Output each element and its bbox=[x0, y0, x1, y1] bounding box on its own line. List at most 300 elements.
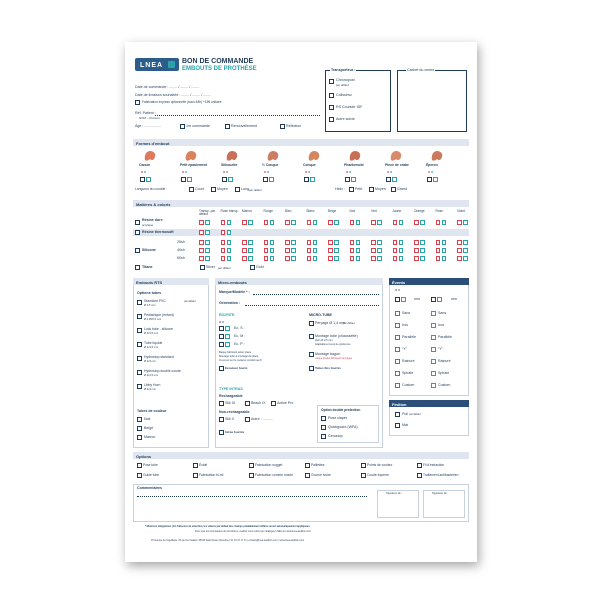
event-right-label-3: Parallèle bbox=[438, 334, 452, 339]
option-checkbox-5[interactable] bbox=[361, 463, 366, 468]
option-checkbox-4[interactable] bbox=[305, 463, 310, 468]
silicone-60-right-cell-12[interactable] bbox=[442, 256, 447, 261]
shape-left-checkbox-4[interactable] bbox=[263, 177, 268, 182]
rts-label-4: Tube liquide bbox=[144, 341, 163, 345]
shape-oo-teal-8: o bbox=[431, 170, 434, 174]
shore-60: 60sh bbox=[177, 256, 185, 260]
shape-right-checkbox-6[interactable] bbox=[351, 177, 356, 182]
rts-checkbox-7[interactable] bbox=[137, 384, 142, 389]
event-left-checkbox-7[interactable] bbox=[395, 383, 400, 388]
fab-express-checkbox[interactable] bbox=[135, 100, 140, 105]
silicone-60-right-cell-13[interactable] bbox=[463, 256, 468, 261]
silk-ix-label: Silk IX bbox=[225, 401, 236, 405]
resine-dure-checkbox[interactable] bbox=[135, 220, 140, 225]
silicone-40-right-cell-12[interactable] bbox=[442, 248, 447, 253]
silicone-25-left-cell-10[interactable] bbox=[393, 240, 398, 245]
date-commande[interactable]: Date de commande : ........ / ........ / ........ bbox=[135, 85, 200, 89]
events-right-mm-checkbox[interactable] bbox=[431, 297, 436, 302]
shape-label-6: Phantomold bbox=[344, 163, 364, 167]
event-left-checkbox-1[interactable] bbox=[395, 311, 400, 316]
resine-thermo-checkbox[interactable] bbox=[135, 230, 140, 235]
signature-label-2: Signature de: bbox=[432, 492, 448, 495]
ric-pl: Ec. P : bbox=[234, 342, 245, 346]
silicone-40-right-cell-8[interactable] bbox=[356, 248, 361, 253]
silicone-40-left-cell-4[interactable] bbox=[264, 248, 269, 253]
event-left-checkbox-2[interactable] bbox=[395, 323, 400, 328]
rts-checkbox-4[interactable] bbox=[137, 342, 142, 347]
silicone-25-right-cell-1[interactable] bbox=[205, 240, 210, 245]
rs-coursier-label: RS Coursier IDF bbox=[336, 105, 363, 109]
quickguard-checkbox[interactable] bbox=[321, 425, 326, 430]
silicone-60-left-cell-10[interactable] bbox=[393, 256, 398, 261]
resine-dure-left-cell-10[interactable] bbox=[393, 220, 398, 225]
event-right-checkbox-4[interactable] bbox=[431, 347, 436, 352]
rts-checkbox-1[interactable] bbox=[137, 300, 142, 305]
silicone-40-right-cell-2[interactable] bbox=[227, 248, 232, 253]
resine-dure-right-cell-9[interactable] bbox=[377, 220, 382, 225]
silicone-40-right-cell-10[interactable] bbox=[399, 248, 404, 253]
shape-label-8: Éperon bbox=[426, 163, 438, 167]
option-label-5: Points de couleur bbox=[367, 462, 393, 467]
event-left-checkbox-5[interactable] bbox=[395, 359, 400, 364]
ric-left-checkbox-3[interactable] bbox=[219, 342, 224, 347]
transporteur-label: Transporteur : bbox=[331, 68, 356, 72]
silicone-40-right-cell-11[interactable] bbox=[420, 248, 425, 253]
event-left-checkbox-4[interactable] bbox=[395, 347, 400, 352]
silicone-60-right-cell-9[interactable] bbox=[377, 256, 382, 261]
option-label-3: Fabrication nugget bbox=[255, 462, 283, 467]
silicone-60-right-cell-6[interactable] bbox=[313, 256, 318, 261]
silicone-25-left-cell-5[interactable] bbox=[285, 240, 290, 245]
tube-color-checkbox-3[interactable] bbox=[137, 435, 142, 440]
rts-sub-4: Ø 2x3,5 mm bbox=[144, 345, 159, 349]
transporteur-box bbox=[325, 70, 391, 132]
silk-x-checkbox[interactable] bbox=[219, 417, 224, 422]
silicone-60-right-cell-8[interactable] bbox=[356, 256, 361, 261]
shape-right-checkbox-5[interactable] bbox=[310, 177, 315, 182]
mandatory-note: * Mentions obligatoires | En l'absence de sélection, les valeurs par défaut des champs préalablement définis seront automatiquement appliquées. bbox=[145, 525, 311, 528]
logo bbox=[135, 58, 179, 71]
events-oo-2: o bbox=[398, 288, 401, 292]
shape-oo-teal-4: o bbox=[267, 170, 270, 174]
silicone-25-right-cell-4[interactable] bbox=[270, 240, 275, 245]
chronopost-default: par défaut bbox=[336, 83, 349, 87]
silicone-60-left-cell-8[interactable] bbox=[350, 256, 355, 261]
silicone-25-right-cell-7[interactable] bbox=[334, 240, 339, 245]
pose-clapet-checkbox[interactable] bbox=[321, 416, 326, 421]
montage-tube-sub: plein Ø 2,5 mm bbox=[315, 339, 333, 342]
helix-petit-label: Petit bbox=[355, 187, 363, 191]
shape-image-3 bbox=[225, 149, 239, 161]
signature-box-1[interactable] bbox=[377, 490, 419, 518]
ric-label: RIC/RITE bbox=[219, 313, 235, 317]
rts-sub-2: Ø 1,95/2,5 mm bbox=[144, 317, 162, 321]
option-label-6: Fil d'extraction bbox=[423, 462, 445, 467]
resine-dure-left-cell-6[interactable] bbox=[307, 220, 312, 225]
event-left-checkbox-6[interactable] bbox=[395, 371, 400, 376]
event-right-checkbox-3[interactable] bbox=[431, 335, 436, 340]
silicone-25-right-cell-12[interactable] bbox=[442, 240, 447, 245]
resine-dure-right-cell-8[interactable] bbox=[356, 220, 361, 225]
rts-checkbox-3[interactable] bbox=[137, 328, 142, 333]
colissimo-checkbox[interactable] bbox=[329, 93, 334, 98]
event-right-label-2: Iros bbox=[438, 322, 444, 327]
resine-dure-right-cell-12[interactable] bbox=[442, 220, 447, 225]
silicone-40-left-cell-13[interactable] bbox=[457, 248, 462, 253]
rechargeable-label: Rechargeable bbox=[219, 394, 243, 398]
autre-checkbox[interactable] bbox=[329, 117, 334, 122]
event-left-label-4: “Y” bbox=[402, 346, 407, 351]
silicone-60-right-cell-4[interactable] bbox=[270, 256, 275, 261]
shape-left-checkbox-7[interactable] bbox=[386, 177, 391, 182]
shape-right-checkbox-3[interactable] bbox=[228, 177, 233, 182]
shape-left-checkbox-1[interactable] bbox=[140, 177, 145, 182]
refection-checkbox[interactable] bbox=[280, 124, 285, 129]
court-checkbox[interactable] bbox=[189, 187, 194, 192]
shape-oo-red-6: o bbox=[346, 170, 349, 174]
resine-dure-right-cell-7[interactable] bbox=[334, 220, 339, 225]
long-label: Long bbox=[241, 187, 249, 191]
helix-label: Hélix : bbox=[335, 187, 345, 191]
colissimo-label: Colissimo bbox=[336, 93, 352, 97]
resine-dure-right-cell-1[interactable] bbox=[205, 220, 210, 225]
events-title: Évents bbox=[392, 279, 406, 285]
shape-image-7 bbox=[389, 149, 403, 161]
ric-left-checkbox-2[interactable] bbox=[219, 334, 224, 339]
material-col-5: Bleu bbox=[285, 209, 292, 213]
cerustop-checkbox[interactable] bbox=[321, 434, 326, 439]
helix-grand-checkbox[interactable] bbox=[391, 187, 396, 192]
resine-dure-left-cell-5[interactable] bbox=[285, 220, 290, 225]
silicone-40-right-cell-13[interactable] bbox=[463, 248, 468, 253]
silicone-60-left-cell-11[interactable] bbox=[414, 256, 419, 261]
silk-ix-checkbox[interactable] bbox=[219, 401, 224, 406]
montage-bague-sub: unique produit fabriquant de bague bbox=[315, 357, 353, 360]
resine-thermo-left-cell-1[interactable] bbox=[199, 230, 204, 235]
silicone-40-left-cell-9[interactable] bbox=[371, 248, 376, 253]
cachet-label: Cachet du centre bbox=[407, 68, 435, 72]
material-col-4: Rouge bbox=[263, 209, 273, 213]
resine-dure-right-cell-13[interactable] bbox=[463, 220, 468, 225]
option-label-12: Traitement antibactérien bbox=[423, 472, 459, 477]
resine-thermo-left-cell-2[interactable] bbox=[221, 230, 226, 235]
shape-right-checkbox-7[interactable] bbox=[392, 177, 397, 182]
silicone-60-left-cell-3[interactable] bbox=[242, 256, 247, 261]
option-checkbox-7[interactable] bbox=[137, 473, 142, 478]
silicone-60-left-cell-7[interactable] bbox=[328, 256, 333, 261]
tube-fourni-checkbox[interactable] bbox=[309, 366, 314, 371]
silicone-60-left-cell-12[interactable] bbox=[436, 256, 441, 261]
resine-dure-left-cell-8[interactable] bbox=[350, 220, 355, 225]
event-right-checkbox-5[interactable] bbox=[431, 359, 436, 364]
active-pro-checkbox[interactable] bbox=[271, 401, 276, 406]
option-label-2: Évidé bbox=[199, 462, 208, 467]
mat-label: Mat bbox=[402, 423, 408, 427]
option-checkbox-2[interactable] bbox=[193, 463, 198, 468]
option-checkbox-8[interactable] bbox=[193, 473, 198, 478]
rts-checkbox-2[interactable] bbox=[137, 314, 142, 319]
option-checkbox-12[interactable] bbox=[417, 473, 422, 478]
tube-color-checkbox-2[interactable] bbox=[137, 426, 142, 431]
rs-coursier-checkbox[interactable] bbox=[329, 105, 334, 110]
shape-right-checkbox-1[interactable] bbox=[146, 177, 151, 182]
silicone-60-left-cell-4[interactable] bbox=[264, 256, 269, 261]
option-checkbox-6[interactable] bbox=[417, 463, 422, 468]
resine-dure-left-cell-9[interactable] bbox=[371, 220, 376, 225]
silicone-25-left-cell-12[interactable] bbox=[436, 240, 441, 245]
silicone-25-right-cell-10[interactable] bbox=[399, 240, 404, 245]
silicone-60-right-cell-10[interactable] bbox=[399, 256, 404, 261]
silicone-25-right-cell-2[interactable] bbox=[227, 240, 232, 245]
event-left-label-3: Parallèle bbox=[402, 334, 416, 339]
events-left-mm-checkbox-2[interactable] bbox=[401, 297, 406, 302]
poli-checkbox[interactable] bbox=[395, 412, 400, 417]
ref-patient-line[interactable] bbox=[155, 115, 320, 116]
ric-right-checkbox-1[interactable] bbox=[225, 326, 230, 331]
resine-thermo-right-cell-2[interactable] bbox=[227, 230, 232, 235]
autre-intra-checkbox[interactable] bbox=[245, 417, 250, 422]
silicone-60-left-cell-9[interactable] bbox=[371, 256, 376, 261]
date-livraison[interactable]: Date de livraison souhaitée : ........ / ........ / ........ bbox=[135, 93, 212, 97]
event-left-label-1: Sans bbox=[402, 310, 411, 315]
embouts-rts-header bbox=[133, 278, 209, 285]
shape-label-7: Pince de crabe bbox=[385, 163, 409, 167]
material-col-8: Noir bbox=[349, 209, 356, 213]
mat-checkbox[interactable] bbox=[395, 423, 400, 428]
titane-checkbox[interactable] bbox=[135, 265, 140, 270]
silicone-40-left-cell-11[interactable] bbox=[414, 248, 419, 253]
silicone-40-left-cell-3[interactable] bbox=[242, 248, 247, 253]
resine-dure-right-cell-6[interactable] bbox=[313, 220, 318, 225]
premiere-checkbox[interactable] bbox=[180, 124, 185, 129]
resine-dure-left-cell-12[interactable] bbox=[436, 220, 441, 225]
signature-label-1: Signature de: bbox=[386, 492, 402, 495]
shore-40: 40sh bbox=[177, 248, 185, 252]
autre-intra-label: Autre : .......... bbox=[251, 417, 273, 421]
shape-left-checkbox-6[interactable] bbox=[345, 177, 350, 182]
resine-dure-right-cell-3[interactable] bbox=[248, 220, 253, 225]
silver-checkbox[interactable] bbox=[200, 265, 205, 270]
resine-dure-left-cell-13[interactable] bbox=[457, 220, 462, 225]
option-checkbox-9[interactable] bbox=[249, 473, 254, 478]
option-checkbox-11[interactable] bbox=[361, 473, 366, 478]
event-right-checkbox-2[interactable] bbox=[431, 323, 436, 328]
helix-moyen-checkbox[interactable] bbox=[369, 187, 374, 192]
events-box bbox=[389, 278, 469, 396]
silicone-25-right-cell-13[interactable] bbox=[463, 240, 468, 245]
shape-left-checkbox-5[interactable] bbox=[304, 177, 309, 182]
silicone-25-left-cell-11[interactable] bbox=[414, 240, 419, 245]
marque-line[interactable] bbox=[253, 294, 379, 295]
montage-bague-label: Montage bague bbox=[315, 352, 340, 356]
silicone-60-left-cell-2[interactable] bbox=[221, 256, 226, 261]
resine-dure-right-cell-2[interactable] bbox=[227, 220, 232, 225]
option-checkbox-10[interactable] bbox=[305, 473, 310, 478]
silicone-40-left-cell-2[interactable] bbox=[221, 248, 226, 253]
silicone-25-right-cell-3[interactable] bbox=[248, 240, 253, 245]
active-pro-label: Active Pro bbox=[277, 401, 294, 405]
silicone-60-right-cell-5[interactable] bbox=[291, 256, 296, 261]
event-right-checkbox-1[interactable] bbox=[431, 311, 436, 316]
generation-line[interactable] bbox=[245, 305, 379, 306]
signature-box-2[interactable] bbox=[423, 490, 465, 518]
ecouteur-checkbox[interactable] bbox=[219, 366, 224, 371]
footer-address: 15 Avenue de l'Aguillette, ZA du Vert Galant, 95310 Saint-Ouen-l'Aumône | 01 34 47 17 71 | contact@lnea-audition.com | www.lnea-audition.com bbox=[151, 539, 305, 542]
silicone-40-right-cell-4[interactable] bbox=[270, 248, 275, 253]
event-left-label-6: Spirale bbox=[402, 370, 414, 375]
intras-fournis-checkbox[interactable] bbox=[219, 430, 224, 435]
silicone-25-left-cell-4[interactable] bbox=[264, 240, 269, 245]
silicone-60-left-cell-6[interactable] bbox=[307, 256, 312, 261]
ref-patient-sub: NOM – Prénom bbox=[139, 116, 160, 120]
option-checkbox-3[interactable] bbox=[249, 463, 254, 468]
moyen-checkbox[interactable] bbox=[211, 187, 216, 192]
beach-ix-checkbox[interactable] bbox=[245, 401, 250, 406]
shape-oo-teal-5: o bbox=[308, 170, 311, 174]
resine-dure-left-cell-7[interactable] bbox=[328, 220, 333, 225]
event-right-label-7: Custom bbox=[438, 382, 451, 387]
silicone-40-right-cell-5[interactable] bbox=[291, 248, 296, 253]
rts-label-6: Hydrostop double coude bbox=[144, 369, 181, 373]
chronopost-checkbox[interactable] bbox=[329, 79, 334, 84]
age-field[interactable]: Âge : ................. bbox=[135, 124, 162, 128]
silicone-40-left-cell-6[interactable] bbox=[307, 248, 312, 253]
silicone-40-left-cell-10[interactable] bbox=[393, 248, 398, 253]
helix-moyen-label: Moyen bbox=[375, 187, 386, 191]
event-right-checkbox-7[interactable] bbox=[431, 383, 436, 388]
resine-dure-right-cell-10[interactable] bbox=[399, 220, 404, 225]
silicone-40-right-cell-1[interactable] bbox=[205, 248, 210, 253]
silicone-40-right-cell-9[interactable] bbox=[377, 248, 382, 253]
silicone-25-right-cell-9[interactable] bbox=[377, 240, 382, 245]
shape-right-checkbox-8[interactable] bbox=[433, 177, 438, 182]
silicone-checkbox[interactable] bbox=[135, 248, 140, 253]
silicone-25-left-cell-2[interactable] bbox=[221, 240, 226, 245]
resine-dure-left-cell-1[interactable] bbox=[199, 220, 204, 225]
ric-left-checkbox-1[interactable] bbox=[219, 326, 224, 331]
comments-line[interactable] bbox=[137, 496, 367, 497]
shape-left-checkbox-2[interactable] bbox=[181, 177, 186, 182]
silicone-25-left-cell-9[interactable] bbox=[371, 240, 376, 245]
tube-color-label-2: Beige bbox=[144, 425, 154, 430]
silicone-25-left-cell-6[interactable] bbox=[307, 240, 312, 245]
helix-petit-checkbox[interactable] bbox=[349, 187, 354, 192]
montage-bague-checkbox[interactable] bbox=[309, 352, 314, 357]
resine-dure-sub: acrylique bbox=[142, 223, 154, 227]
shape-right-checkbox-4[interactable] bbox=[269, 177, 274, 182]
resine-dure-left-cell-4[interactable] bbox=[264, 220, 269, 225]
option-label-1: Pose tube bbox=[143, 462, 158, 467]
rts-sub-6: Ø 2x2,5 mm bbox=[144, 373, 159, 377]
silicone-60-left-cell-1[interactable] bbox=[199, 256, 204, 261]
shape-right-checkbox-2[interactable] bbox=[187, 177, 192, 182]
rts-note-1: par défaut bbox=[184, 299, 196, 303]
cachet-box[interactable] bbox=[397, 70, 467, 132]
ric-note-3: Ou envoi sur le métal et conduit sa fil bbox=[219, 359, 262, 362]
event-left-checkbox-3[interactable] bbox=[395, 335, 400, 340]
shape-image-4 bbox=[266, 149, 280, 161]
silicone-60-right-cell-2[interactable] bbox=[227, 256, 232, 261]
shape-image-1 bbox=[143, 149, 157, 161]
silicone-60-left-cell-5[interactable] bbox=[285, 256, 290, 261]
silicone-25-left-cell-7[interactable] bbox=[328, 240, 333, 245]
shape-oo-red-1: o bbox=[141, 170, 144, 174]
events-left-mm-checkbox[interactable] bbox=[395, 297, 400, 302]
silicone-60-right-cell-3[interactable] bbox=[248, 256, 253, 261]
option-label-10: Groove Ivoire bbox=[311, 472, 331, 477]
rts-sub-3: Ø 2x3,5 mm bbox=[144, 331, 159, 335]
silicone-40-right-cell-6[interactable] bbox=[313, 248, 318, 253]
silicone-40-left-cell-12[interactable] bbox=[436, 248, 441, 253]
silicone-40-left-cell-5[interactable] bbox=[285, 248, 290, 253]
option-label-4: Paillettes bbox=[311, 462, 325, 467]
event-left-label-7: Custom bbox=[402, 382, 415, 387]
silicone-25-left-cell-8[interactable] bbox=[350, 240, 355, 245]
long-checkbox[interactable] bbox=[235, 187, 240, 192]
micro-tube-label: MICRO-TUBE bbox=[309, 313, 332, 317]
silicone-25-left-cell-1[interactable] bbox=[199, 240, 204, 245]
event-right-checkbox-6[interactable] bbox=[431, 371, 436, 376]
resine-dure-left-cell-3[interactable] bbox=[242, 220, 247, 225]
silicone-40-right-cell-7[interactable] bbox=[334, 248, 339, 253]
silicone-25-right-cell-6[interactable] bbox=[313, 240, 318, 245]
events-right-mm-checkbox-2[interactable] bbox=[437, 297, 442, 302]
resine-dure-left-cell-2[interactable] bbox=[221, 220, 226, 225]
silicone-25-left-cell-13[interactable] bbox=[457, 240, 462, 245]
ecouteur-label: Écouteur fourni bbox=[225, 366, 248, 370]
shape-oo-teal-2: o bbox=[185, 170, 188, 174]
resine-dure-right-cell-11[interactable] bbox=[420, 220, 425, 225]
silicone-25-right-cell-5[interactable] bbox=[291, 240, 296, 245]
logo-text: LNEA bbox=[140, 61, 164, 69]
silicone-40-left-cell-8[interactable] bbox=[350, 248, 355, 253]
protection-box bbox=[317, 405, 379, 443]
shape-oo-red-2: o bbox=[182, 170, 185, 174]
silicone-40-left-cell-7[interactable] bbox=[328, 248, 333, 253]
ric-right-checkbox-2[interactable] bbox=[225, 334, 230, 339]
silicone-label: Silicone bbox=[142, 248, 156, 252]
rts-checkbox-5[interactable] bbox=[137, 356, 142, 361]
ric-sl: Ec. S : bbox=[234, 326, 245, 330]
silicone-25-left-cell-3[interactable] bbox=[242, 240, 247, 245]
resine-thermo-right-cell-1[interactable] bbox=[205, 230, 210, 235]
resine-dure-right-cell-4[interactable] bbox=[270, 220, 275, 225]
resine-dure-left-cell-11[interactable] bbox=[414, 220, 419, 225]
silicone-40-left-cell-1[interactable] bbox=[199, 248, 204, 253]
resine-dure-right-cell-5[interactable] bbox=[291, 220, 296, 225]
ric-right-checkbox-3[interactable] bbox=[225, 342, 230, 347]
silicone-60-right-cell-1[interactable] bbox=[205, 256, 210, 261]
autre-label: Autre suivie bbox=[336, 117, 355, 121]
shape-left-checkbox-3[interactable] bbox=[222, 177, 227, 182]
option-checkbox-1[interactable] bbox=[137, 463, 142, 468]
percage-checkbox[interactable] bbox=[309, 321, 314, 326]
tube-color-checkbox-1[interactable] bbox=[137, 417, 142, 422]
silicone-40-right-cell-3[interactable] bbox=[248, 248, 253, 253]
silicone-25-right-cell-8[interactable] bbox=[356, 240, 361, 245]
gold-checkbox[interactable] bbox=[250, 265, 255, 270]
matieres-section-header bbox=[133, 200, 469, 207]
renouvellement-checkbox[interactable] bbox=[225, 124, 230, 129]
montage-tube-label: Montage tube (chaussette) bbox=[315, 334, 358, 338]
silicone-60-right-cell-11[interactable] bbox=[420, 256, 425, 261]
silicone-25-right-cell-11[interactable] bbox=[420, 240, 425, 245]
silicone-60-right-cell-7[interactable] bbox=[334, 256, 339, 261]
montage-tube-checkbox[interactable] bbox=[309, 334, 314, 339]
shape-left-checkbox-8[interactable] bbox=[427, 177, 432, 182]
rts-checkbox-6[interactable] bbox=[137, 370, 142, 375]
silicone-60-left-cell-13[interactable] bbox=[457, 256, 462, 261]
